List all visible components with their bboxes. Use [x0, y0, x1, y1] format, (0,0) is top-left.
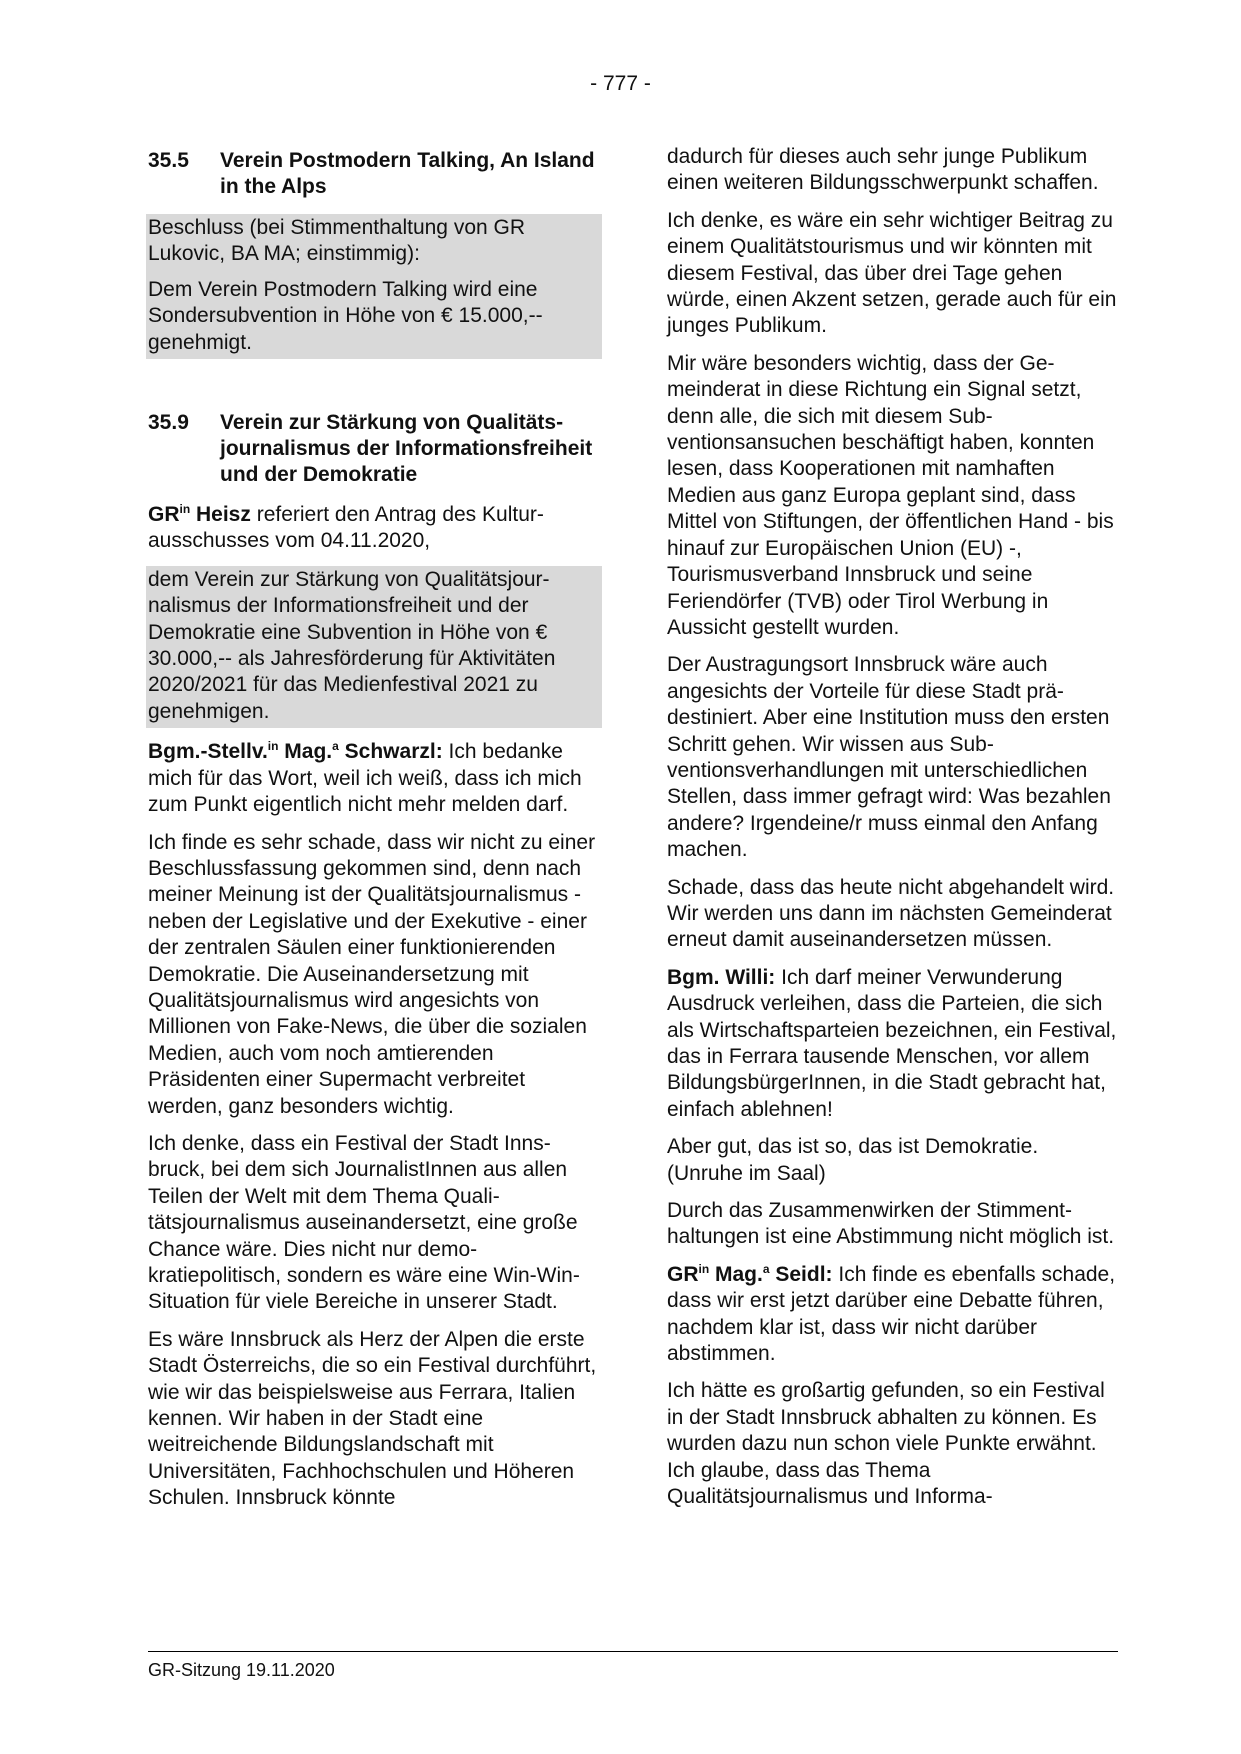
paragraph: $GR^{in}$ Mag.$^a$ Seidl: Ich finde es ebenfalls schade, dass wir erst jetzt darüber eine Debatte führen, nachdem klar ist, dass wir nicht darüber abstimmen. [667, 1261, 1116, 1366]
paragraph: Ich denke, es wäre ein sehr wichtiger Beitrag zu einem Qualitätstourismus und wir könnten mit diesem Festival, das über drei Tage gehen würde, einen Akzent setzen, gerade auch für ein junges Publikum. [667, 208, 1117, 338]
section-heading-35-5 [148, 148, 598, 200]
footer-divider [148, 1651, 1118, 1652]
paragraph: Durch das Zusammenwirken der Stimmenthaltungen ist eine Abstimmung nicht möglich ist. [667, 1199, 1115, 1249]
paragraph: Ich hätte es großartig gefunden, so ein Festival in der Stadt Innsbruck abhalten zu können. Es wurden dazu nun schon viele Punkte erwähnt. Ich glaube, dass das Thema Qualitätsjournalismus und Informa- [667, 1379, 1105, 1509]
paragraph: Der Austragungsort Innsbruck wäre auch angesichts der Vorteile für diese Stadt prädestiniert. Aber eine Institution muss den ersten Schritt gehen. Wir wissen aus Subventionsverhandlungen mit unterschiedlichen Stellen, dass immer gefragt wird: Was bezahlen andere? Irgendeine/r muss einmal den Anfang machen. [667, 653, 1111, 862]
resolution-text: Dem Verein Postmodern Talking wird eine Sondersubvention in Höhe von € 15.000,-- genehmigt. [148, 277, 543, 354]
section-number: 35.9 [148, 411, 189, 435]
right-column [667, 144, 1117, 1522]
paragraph: Aber gut, das ist so, das ist Demokratie. (Unruhe im Saal) [667, 1135, 1039, 1185]
motion-text: dem Verein zur Stärkung von Qualitätsjournalismus der Informationsfreiheit und der Demokratie eine Subvention in Höhe von € 30.000,-- als Jahresförderung für Aktivitäten 2020/2021 für das Medienfestival 2021 zu genehmigen. [148, 567, 556, 723]
paragraph: Mir wäre besonders wichtig, dass der Gemeinderat in diese Richtung ein Signal setzt, denn alle, die sich mit diesem Subventionsansuchen beschäftigt haben, konnten lesen, dass Kooperationen mit namhaften Medien aus ganz Europa geplant sind, dass Mittel von Stiftungen, der öffentlichen Hand - bis hinauf zur Europäischen Union (EU) -, Tourismusverband Innsbruck und seine Feriendörfer (TVB) oder Tirol Werbung in Aussicht gestellt wurden. [667, 351, 1114, 639]
section-title: Verein zur Stärkung von Qualitätsjournalismus der Informationsfreiheit und der Demokratie [220, 411, 593, 487]
section-heading-35-9 [148, 410, 598, 488]
paragraph: Bgm. Willi: Ich darf meiner Verwunderung Ausdruck verleihen, dass die Parteien, die sich als Wirtschaftsparteien bezeichnen, ein Festival, das in Ferrara tausende Menschen, vor allem BildungsbürgerInnen, in die Stadt gebracht hat, einfach ablehnen! [667, 965, 1117, 1121]
left-column [148, 148, 598, 1523]
speaker-name: Bgm. Willi: [667, 965, 776, 989]
paragraph: dadurch für dieses auch sehr junge Publikum einen weiteren Bildungsschwerpunkt schaffen. [667, 145, 1099, 195]
resolution-box [146, 214, 602, 359]
section-title: Verein Postmodern Talking, An Island in the Alps [220, 149, 595, 198]
paragraph: Ich denke, dass ein Festival der Stadt Innsbruck, bei dem sich JournalistInnen aus allen Teilen der Welt mit dem Thema Qualitätsjournalismus auseinandersetzt, eine große Chance wäre. Dies nicht nur demokratiepolitisch, sondern es wäre eine Win-Win-Situation für viele Bereiche in unserer Stadt. [148, 1131, 580, 1314]
speaker-name: Bgm.-Stellv.$^{in}$ Mag.$^a$ Schwarzl: [148, 739, 443, 764]
paragraph: Ich finde es sehr schade, dass wir nicht zu einer Beschlussfassung gekommen sind, denn nach meiner Meinung ist der Qualitätsjournalismus - neben der Legislative und der Exekutive - einer der zentralen Säulen einer funktionierenden Demokratie. Die Auseinandersetzung mit Qualitätsjournalismus wird angesichts von Millionen von Fake-News, die über die sozialen Medien, auch vom noch amtierenden Präsidenten einer Supermacht verbreitet werden, ganz besonders wichtig. [148, 830, 596, 1118]
speaker-name: $GR^{in}$ Heisz [148, 502, 251, 527]
paragraph: Bgm.-Stellv.$^{in}$ Mag.$^a$ Schwarzl: Ich bedanke mich für das Wort, weil ich weiß, dass ich mich zum Punkt eigentlich nicht mehr melden darf. [148, 739, 582, 817]
paragraph: $GR^{in}$ Heisz referiert den Antrag des Kulturausschusses vom 04.11.2020, [148, 502, 544, 553]
paragraph: Es wäre Innsbruck als Herz der Alpen die erste Stadt Österreichs, die so ein Festival durchführt, wie wir das beispielsweise aus Ferrara, Italien kennen. Wir haben in der Stadt eine weitreichende Bildungslandschaft mit Universitäten, Fachhochschulen und Höheren Schulen. Innsbruck könnte [148, 1327, 597, 1510]
motion-box [146, 566, 602, 728]
speaker-name: $GR^{in}$ Mag.$^a$ Seidl: [667, 1261, 833, 1286]
resolution-text: Beschluss (bei Stimmenthaltung von GR Lukovic, BA MA; einstimmig): [148, 216, 526, 266]
page-number: - 777 - [590, 72, 651, 95]
paragraph: Schade, dass das heute nicht abgehandelt wird. Wir werden uns dann im nächsten Gemeinderat erneut damit auseinandersetzen müssen. [667, 875, 1115, 952]
section-number: 35.5 [148, 149, 189, 172]
footer-session-label: GR-Sitzung 19.11.2020 [148, 1660, 335, 1680]
